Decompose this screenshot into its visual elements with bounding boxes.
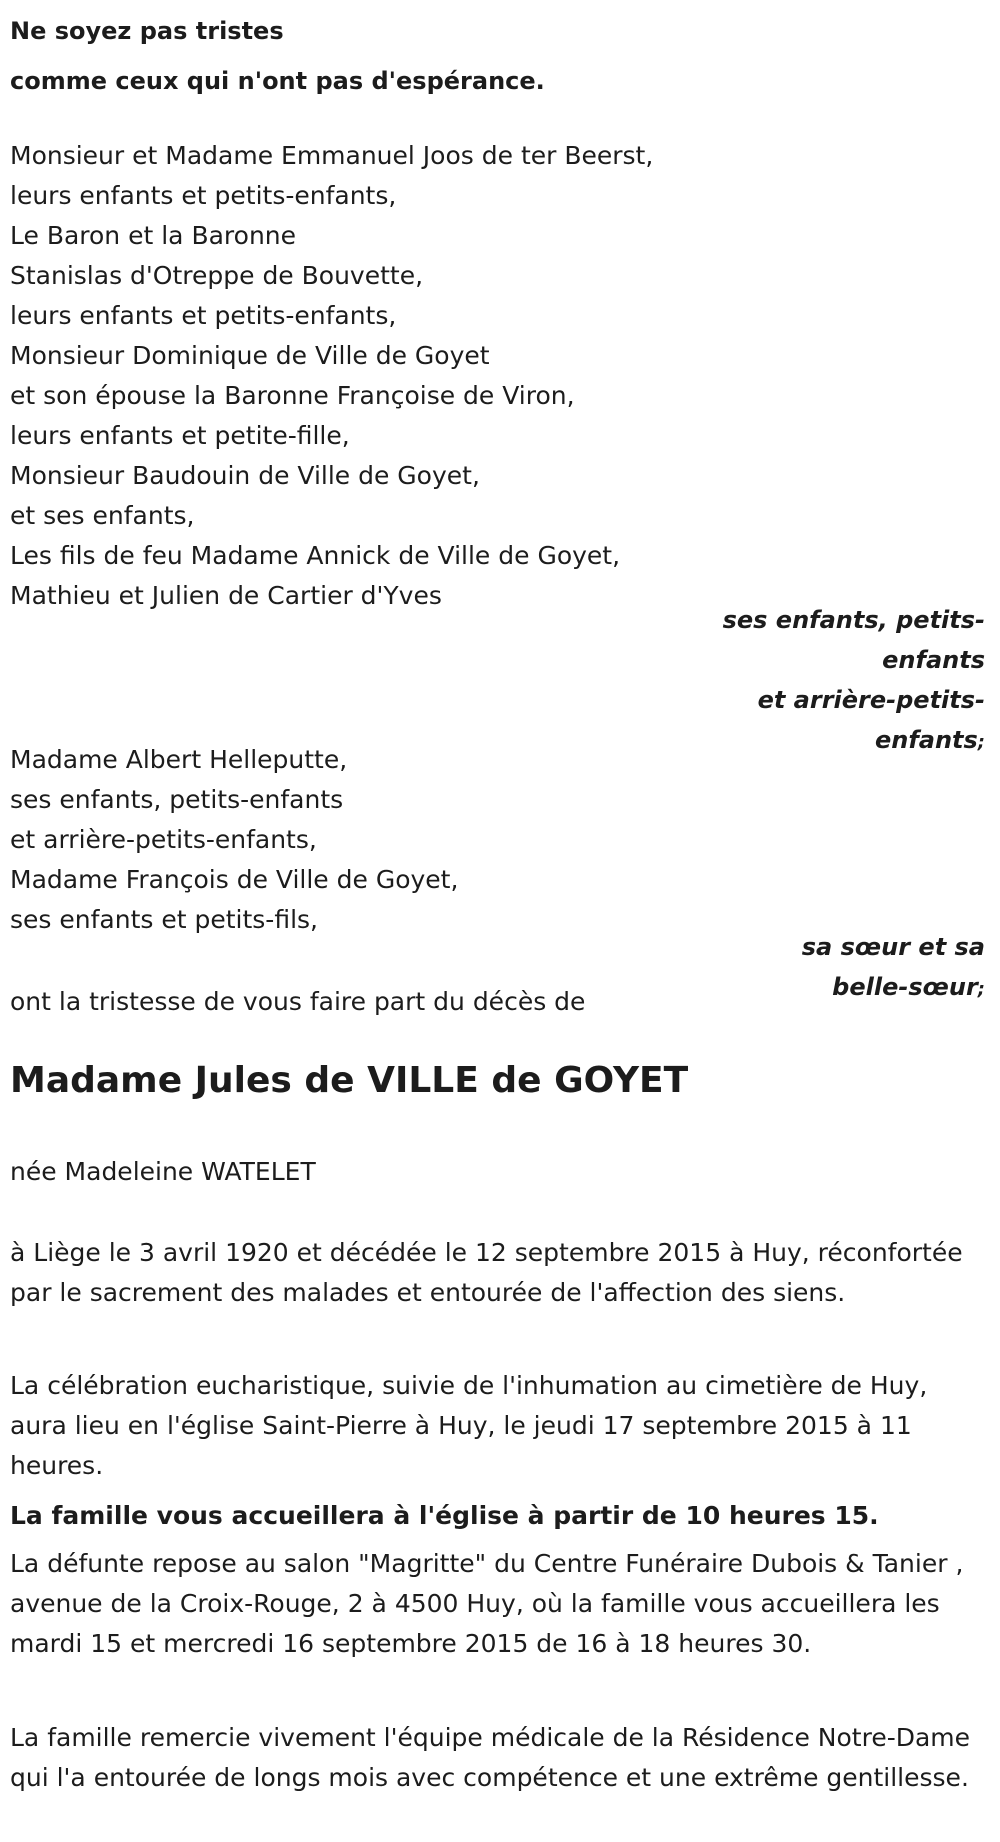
- welcome-paragraph: La famille vous accueillera à l'église à partir de 10 heures 15.: [10, 1501, 879, 1530]
- deceased-name: Madame Jules de VILLE de GOYET: [10, 1060, 689, 1101]
- relation-label-2: [685, 927, 985, 1010]
- family-line: et ses enfants,: [10, 501, 195, 530]
- family-line: Mathieu et Julien de Cartier d'Yves: [10, 581, 442, 610]
- relation-line: ses enfants, petits-: [722, 606, 985, 634]
- family-line: Le Baron et la Baronne: [10, 221, 297, 250]
- family-line: Madame François de Ville de Goyet,: [10, 865, 459, 894]
- epigraph-line-1: Ne soyez pas tristes: [10, 17, 284, 45]
- family-line: leurs enfants et petite-fille,: [10, 421, 350, 450]
- family-line: ses enfants, petits-enfants: [10, 785, 344, 814]
- family-line: Stanislas d'Otreppe de Bouvette,: [10, 261, 424, 290]
- relation-line: enfants: [882, 646, 985, 674]
- relation-semicolon: ;: [977, 732, 985, 753]
- thanks-paragraph: La famille remercie vivement l'équipe médicale de la Résidence Notre-Dame qui l'a entourée de longs mois avec compétence et une extrême gentillesse.: [10, 1723, 971, 1792]
- relation-label-1: [685, 600, 985, 763]
- funeral-home-paragraph: La défunte repose au salon "Magritte" du Centre Funéraire Dubois & Tanier , avenue de la Croix-Rouge, 2 à 4500 Huy, où la famille vous accueillera les mardi 15 et mercredi 16 septembre 2015 de 16 à 18 heures 30.: [10, 1549, 964, 1658]
- family-group-2: [10, 740, 458, 940]
- relation-word: belle-sœur: [832, 973, 978, 1001]
- epigraph: [10, 6, 545, 106]
- family-line: ses enfants et petits-fils,: [10, 905, 318, 934]
- birth-death-paragraph: à Liège le 3 avril 1920 et décédée le 12 septembre 2015 à Huy, réconfortée par le sacrement des malades et entourée de l'affection des siens.: [10, 1238, 963, 1307]
- relation-line: [685, 720, 985, 763]
- family-line: leurs enfants et petits-enfants,: [10, 181, 397, 210]
- epigraph-line-2: comme ceux qui n'ont pas d'espérance.: [10, 67, 545, 95]
- announcement: ont la tristesse de vous faire part du décès de: [10, 987, 586, 1016]
- family-line: leurs enfants et petits-enfants,: [10, 301, 397, 330]
- family-group-1: [10, 136, 653, 616]
- family-line: Monsieur Baudouin de Ville de Goyet,: [10, 461, 480, 490]
- family-line: Madame Albert Helleputte,: [10, 745, 348, 774]
- relation-word: enfants: [874, 726, 978, 754]
- family-line: et son épouse la Baronne Françoise de Viron,: [10, 381, 575, 410]
- relation-line: sa sœur et sa: [801, 933, 985, 961]
- relation-line: et arrière-petits-: [757, 686, 985, 714]
- birth-name: née Madeleine WATELET: [10, 1157, 316, 1186]
- ceremony-paragraph: La célébration eucharistique, suivie de l'inhumation au cimetière de Huy, aura lieu en l'église Saint-Pierre à Huy, le jeudi 17 septembre 2015 à 11 heures.: [10, 1371, 928, 1480]
- relation-semicolon: ;: [977, 979, 985, 1000]
- family-line: Monsieur et Madame Emmanuel Joos de ter Beerst,: [10, 141, 654, 170]
- family-line: et arrière-petits-enfants,: [10, 825, 317, 854]
- family-line: Les fils de feu Madame Annick de Ville de Goyet,: [10, 541, 621, 570]
- family-line: Monsieur Dominique de Ville de Goyet: [10, 341, 490, 370]
- relation-line: [685, 967, 985, 1010]
